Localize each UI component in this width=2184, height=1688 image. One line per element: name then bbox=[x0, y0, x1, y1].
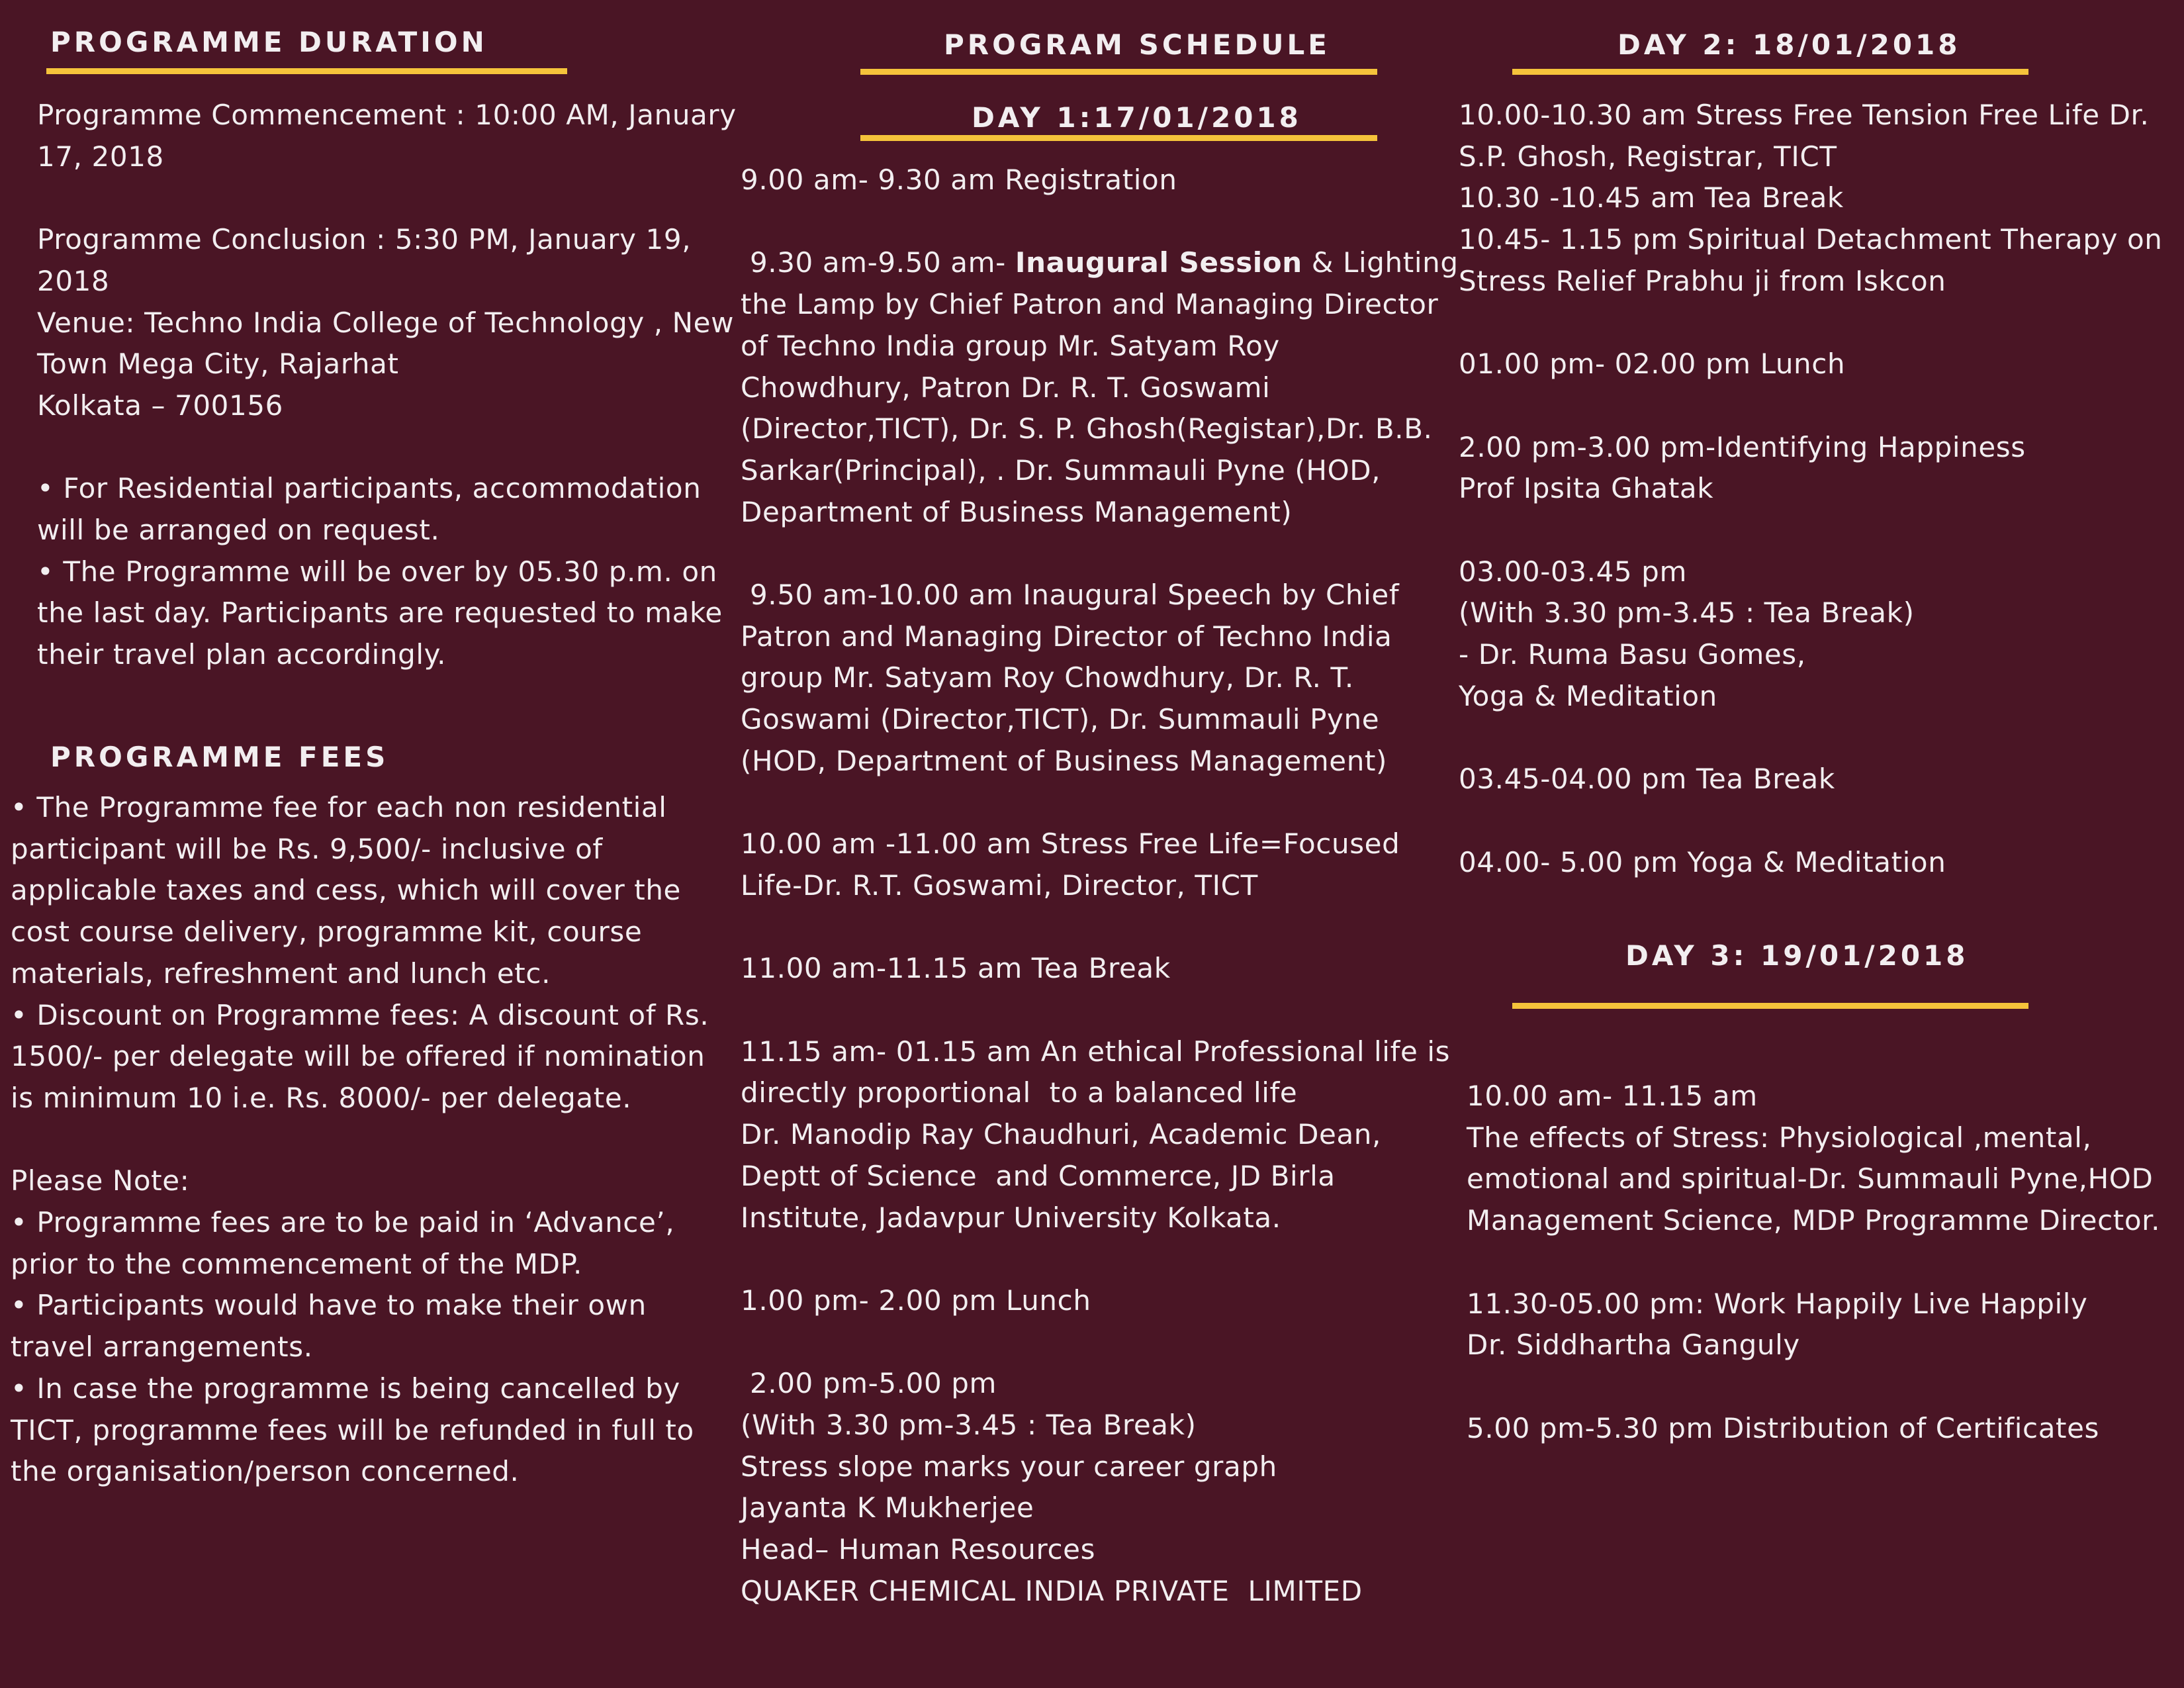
fee-note-line: • Participants would have to make their own bbox=[11, 1289, 647, 1322]
day3-stress-line: 10.00 am- 11.15 am bbox=[1467, 1080, 1758, 1112]
commencement-line: Programme Commencement : 10:00 AM, January bbox=[37, 99, 737, 131]
day3-schedule bbox=[1467, 1076, 2160, 1449]
day2-morning-line: 10.30 -10.45 am Tea Break bbox=[1459, 181, 1844, 214]
afternoon-line: Head– Human Resources bbox=[741, 1533, 1096, 1566]
day2-lunch: 01.00 pm- 02.00 pm Lunch bbox=[1459, 348, 1846, 381]
day2-tea-break: 03.45-04.00 pm Tea Break bbox=[1459, 763, 1835, 796]
happiness-line: 2.00 pm-3.00 pm-Identifying Happiness bbox=[1459, 430, 2026, 463]
afternoon-line: (With 3.30 pm-3.45 : Tea Break) bbox=[741, 1408, 1197, 1441]
speech-line: group Mr. Satyam Roy Chowdhury, Dr. R. T. bbox=[741, 661, 1354, 694]
programme-fees-text bbox=[11, 787, 709, 1493]
inaugural-line: of Techno India group Mr. Satyam Roy bbox=[741, 329, 1280, 362]
fee-note-line: TICT, programme fees will be refunded in full to bbox=[11, 1413, 694, 1446]
inaugural-line: the Lamp by Chief Patron and Managing Director bbox=[741, 288, 1439, 321]
programme-duration-text bbox=[37, 95, 737, 676]
speech-line: Goswami (Director,TICT), Dr. Summauli Pyne bbox=[741, 703, 1380, 736]
registration-line: 9.00 am- 9.30 am Registration bbox=[741, 164, 1177, 196]
ethical-life-line: Deptt of Science and Commerce, JD Birla bbox=[741, 1159, 1336, 1192]
commencement-line: 17, 2018 bbox=[37, 140, 164, 173]
inaugural-line: (Director,TICT), Dr. S. P. Ghosh(Registar),Dr. B.B. bbox=[741, 412, 1433, 445]
day3-work-line: 11.30-05.00 pm: Work Happily Live Happily bbox=[1467, 1287, 2088, 1320]
yoga-session-line: (With 3.30 pm-3.45 : Tea Break) bbox=[1459, 596, 1915, 630]
fee-note-line: Please Note: bbox=[11, 1164, 190, 1197]
afternoon-line: 2.00 pm-5.00 pm bbox=[741, 1367, 997, 1400]
conclusion-line: 2018 bbox=[37, 264, 110, 297]
inaugural-line: Chowdhury, Patron Dr. R. T. Goswami bbox=[741, 371, 1271, 404]
day1-underline bbox=[860, 135, 1377, 141]
duration-note-line: • The Programme will be over by 05.30 p.m. on bbox=[37, 555, 717, 588]
fee-line: materials, refreshment and lunch etc. bbox=[11, 957, 551, 990]
afternoon-line: QUAKER CHEMICAL INDIA PRIVATE LIMITED bbox=[741, 1574, 1363, 1607]
day1-schedule bbox=[741, 160, 1459, 1613]
venue-line: Town Mega City, Rajarhat bbox=[37, 348, 399, 381]
day3-underline bbox=[1512, 1003, 2028, 1009]
fee-line: is minimum 10 i.e. Rs. 8000/- per delegate. bbox=[11, 1081, 632, 1114]
afternoon-line: Stress slope marks your career graph bbox=[741, 1450, 1277, 1483]
fee-note-line: prior to the commencement of the MDP. bbox=[11, 1247, 582, 1280]
ethical-life-line: 11.15 am- 01.15 am An ethical Professional life is bbox=[741, 1035, 1451, 1068]
focused-life-line: 10.00 am -11.00 am Stress Free Life=Focused bbox=[741, 827, 1400, 861]
duration-note-line: will be arranged on request. bbox=[37, 514, 440, 546]
inaugural-line: Department of Business Management) bbox=[741, 495, 1293, 528]
inaugural-time: 9.30 am-9.50 am- bbox=[741, 246, 1015, 279]
inaugural-rest: & Lighting bbox=[1302, 246, 1459, 279]
speech-line: 9.50 am-10.00 am Inaugural Speech by Chief bbox=[741, 579, 1400, 611]
fee-line: cost course delivery, programme kit, course bbox=[11, 915, 643, 949]
afternoon-line: Jayanta K Mukherjee bbox=[741, 1491, 1034, 1524]
yoga-session-line: 03.00-03.45 pm bbox=[1459, 555, 1687, 588]
fee-note-line: the organisation/person concerned. bbox=[11, 1455, 520, 1488]
fee-note-line: • Programme fees are to be paid in ‘Advance’, bbox=[11, 1206, 675, 1239]
day1-tea-break: 11.00 am-11.15 am Tea Break bbox=[741, 952, 1171, 985]
ethical-life-line: directly proportional to a balanced life bbox=[741, 1076, 1298, 1109]
inaugural-session-line bbox=[741, 242, 1459, 284]
fee-line: • The Programme fee for each non residential bbox=[11, 791, 667, 823]
inaugural-session-title: Inaugural Session bbox=[1015, 246, 1302, 279]
yoga-session-line: - Dr. Ruma Basu Gomes, bbox=[1459, 638, 1806, 671]
day3-stress-line: emotional and spiritual-Dr. Summauli Pyne,HOD bbox=[1467, 1162, 2154, 1196]
day2-heading: DAY 2: 18/01/2018 bbox=[1617, 28, 1961, 61]
day2-schedule bbox=[1459, 95, 2163, 883]
day3-stress-line: The effects of Stress: Physiological ,mental, bbox=[1467, 1121, 2092, 1154]
day3-stress-line: Management Science, MDP Programme Director. bbox=[1467, 1204, 2161, 1237]
fee-note-line: travel arrangements. bbox=[11, 1331, 313, 1364]
ethical-life-line: Dr. Manodip Ray Chaudhuri, Academic Dean, bbox=[741, 1118, 1381, 1151]
programme-duration-underline bbox=[46, 68, 567, 74]
happiness-line: Prof Ipsita Ghatak bbox=[1459, 472, 1714, 505]
day2-morning-line: Stress Relief Prabhu ji from Iskcon bbox=[1459, 264, 1946, 297]
program-schedule-heading: PROGRAM SCHEDULE bbox=[944, 28, 1330, 61]
venue-line: Kolkata – 700156 bbox=[37, 389, 283, 422]
program-schedule-underline bbox=[860, 69, 1377, 75]
speech-line: (HOD, Department of Business Management) bbox=[741, 744, 1388, 777]
day3-certificates: 5.00 pm-5.30 pm Distribution of Certificates bbox=[1467, 1411, 2100, 1444]
duration-note-line: • For Residential participants, accommodation bbox=[37, 472, 702, 505]
day3-work-line: Dr. Siddhartha Ganguly bbox=[1467, 1329, 1800, 1362]
day2-morning-line: 10.45- 1.15 pm Spiritual Detachment Therapy on bbox=[1459, 223, 2163, 256]
day2-yoga: 04.00- 5.00 pm Yoga & Meditation bbox=[1459, 845, 1946, 878]
inaugural-line: Sarkar(Principal), . Dr. Summauli Pyne (HOD, bbox=[741, 453, 1381, 487]
speech-line: Patron and Managing Director of Techno India bbox=[741, 620, 1392, 653]
focused-life-line: Life-Dr. R.T. Goswami, Director, TICT bbox=[741, 868, 1258, 902]
venue-line: Venue: Techno India College of Technology , New bbox=[37, 306, 735, 339]
programme-fees-heading: PROGRAMME FEES bbox=[50, 741, 389, 773]
day1-lunch: 1.00 pm- 2.00 pm Lunch bbox=[741, 1284, 1091, 1317]
conclusion-line: Programme Conclusion : 5:30 PM, January 19, bbox=[37, 223, 692, 256]
fee-line: participant will be Rs. 9,500/- inclusive of bbox=[11, 832, 603, 865]
duration-note-line: the last day. Participants are requested to make bbox=[37, 596, 723, 630]
fee-line: • Discount on Programme fees: A discount of Rs. bbox=[11, 998, 709, 1031]
yoga-session-line: Yoga & Meditation bbox=[1459, 679, 1717, 712]
fee-line: applicable taxes and cess, which will cover the bbox=[11, 874, 681, 907]
fee-note-line: • In case the programme is being cancelled by bbox=[11, 1372, 680, 1405]
day3-heading: DAY 3: 19/01/2018 bbox=[1625, 939, 1969, 972]
duration-note-line: their travel plan accordingly. bbox=[37, 638, 447, 671]
ethical-life-line: Institute, Jadavpur University Kolkata. bbox=[741, 1201, 1281, 1234]
programme-duration-heading: PROGRAMME DURATION bbox=[50, 26, 488, 58]
day1-heading: DAY 1:17/01/2018 bbox=[972, 101, 1302, 134]
day2-morning-line: 10.00-10.30 am Stress Free Tension Free Life Dr. bbox=[1459, 99, 2150, 131]
day2-underline bbox=[1512, 69, 2028, 75]
day2-morning-line: S.P. Ghosh, Registrar, TICT bbox=[1459, 140, 1837, 173]
fee-line: 1500/- per delegate will be offered if nomination bbox=[11, 1040, 705, 1073]
